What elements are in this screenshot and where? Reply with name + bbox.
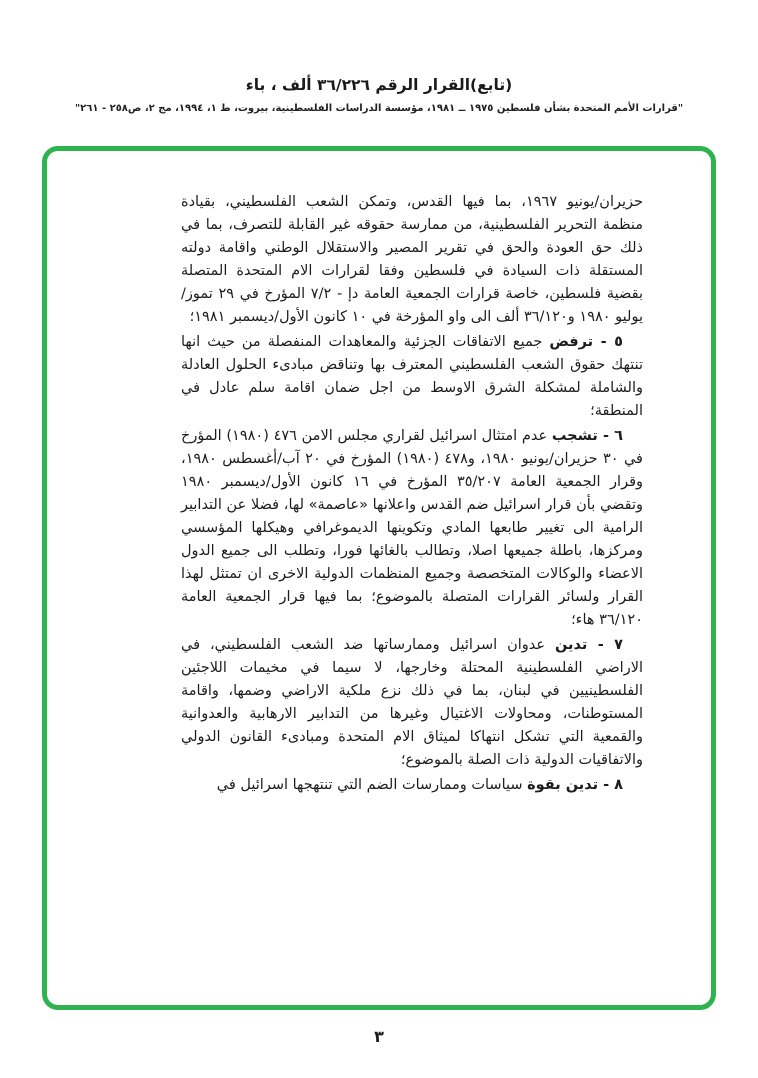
content-border-box: [42, 146, 716, 1010]
paragraph-lead: ٧ - تدين: [555, 637, 623, 653]
paragraph-text: عدوان اسرائيل وممارساتها ضد الشعب الفلسطيني، في الاراضي الفلسطينية المحتلة وخارجها، لا سيما في مخيمات اللاجئين الفلسطينيين في لبنان، بما في ذلك نزع ملكية الاراضي وضمها، واقامة المستوطنات، ومحاولات الاغتيال وغيرها من التدابير الارهابية والعدوانية والقمعية التي تشكل انتهاكا لميثاق الام المتحدة ومبادىء القانون الدولي والاتفاقيات الدولية ذات الصلة بالموضوع؛: [181, 637, 643, 768]
resolution-text-block: [181, 191, 643, 797]
paragraph-text: عدم امتثال اسرائيل لقراري مجلس الامن ٤٧٦ (١٩٨٠) المؤرخ في ٣٠ حزيران/يونيو ١٩٨٠، و٤٧٨ (١٩٨٠) المؤرخ في ٢٠ آب/أغسطس ١٩٨٠، وقرار الجمعية العامة ٣٥/٢٠٧ المؤرخ في ١٦ كانون الأول/ديسمبر ١٩٨٠ وتقضي بأن قرار اسرائيل ضم القدس واعلانها «عاصمة» لها، فضلا عن التدابير الرامية الى تغيير طابعها المادي وتكوينها الديموغرافي وهيكلها المؤسسي ومركزها، باطلة جميعها اصلا، وتطالب بالغائها فورا، وتطلب الى جميع الدول الاعضاء والوكالات المتخصصة وجميع المنظمات الدولية الاخرى ان تمتثل لهذا القرار ولسائر القرارات المتصلة بالموضوع؛ بما فيها قرار الجمعية العامة ٣٦/١٢٠ هاء؛: [181, 428, 644, 628]
resolution-paragraph: [181, 634, 643, 772]
resolution-paragraph: [181, 191, 643, 329]
document-header: [0, 76, 758, 114]
paragraph-lead: ٦ - تشجب: [551, 428, 623, 444]
resolution-paragraph: [181, 331, 643, 423]
resolution-paragraph: [181, 425, 643, 632]
resolution-paragraph: [181, 774, 643, 797]
paragraph-lead: ٥ - ترفض: [549, 334, 623, 350]
document-title: (تابع)القرار الرقم ٣٦/٢٢٦ ألف ، باء: [245, 76, 513, 94]
page-number: ٣: [374, 1027, 384, 1046]
source-citation: "قرارات الأمم المتحدة بشأن فلسطين ١٩٧٥ ــ ١٩٨١، مؤسسة الدراسات الفلسطينية، بيروت، ط ١، ١٩٩٤، مج ٢، ص٢٥٨ - ٢٦١": [74, 103, 684, 114]
paragraph-text: حزيران/يونيو ١٩٦٧، بما فيها القدس، وتمكن الشعب الفلسطيني، بقيادة منظمة التحرير الفلسطينية، من ممارسة حقوقه غير القابلة للتصرف، بما في ذلك حق العودة والحق في تقرير المصير والاستقلال الوطني واقامة دولته المستقلة ذات السيادة في فلسطين وفقا لقرارات الام المتحدة المتصلة بقضية فلسطين، خاصة قرارات الجمعية العامة دإ - ٧/٢ المؤرخ في ٢٩ تموز/يوليو ١٩٨٠ و٣٦/١٢٠ ألف الى واو المؤرخة في ١٠ كانون الأول/ديسمبر ١٩٨١؛: [181, 194, 644, 325]
paragraph-text: سياسات وممارسات الضم التي تنتهجها اسرائيل في: [216, 777, 528, 793]
paragraph-text: جميع الاتفاقات الجزئية والمعاهدات المنفصلة من حيث انها تنتهك حقوق الشعب الفلسطيني المعترف بها وتناقض مبادىء الحلول العادلة والشاملة لمشكلة الشرق الاوسط من اجل ضمان اقامة سلم عادل في المنطقة؛: [181, 334, 643, 419]
paragraph-lead: ٨ - تدين بقوة: [527, 777, 623, 793]
